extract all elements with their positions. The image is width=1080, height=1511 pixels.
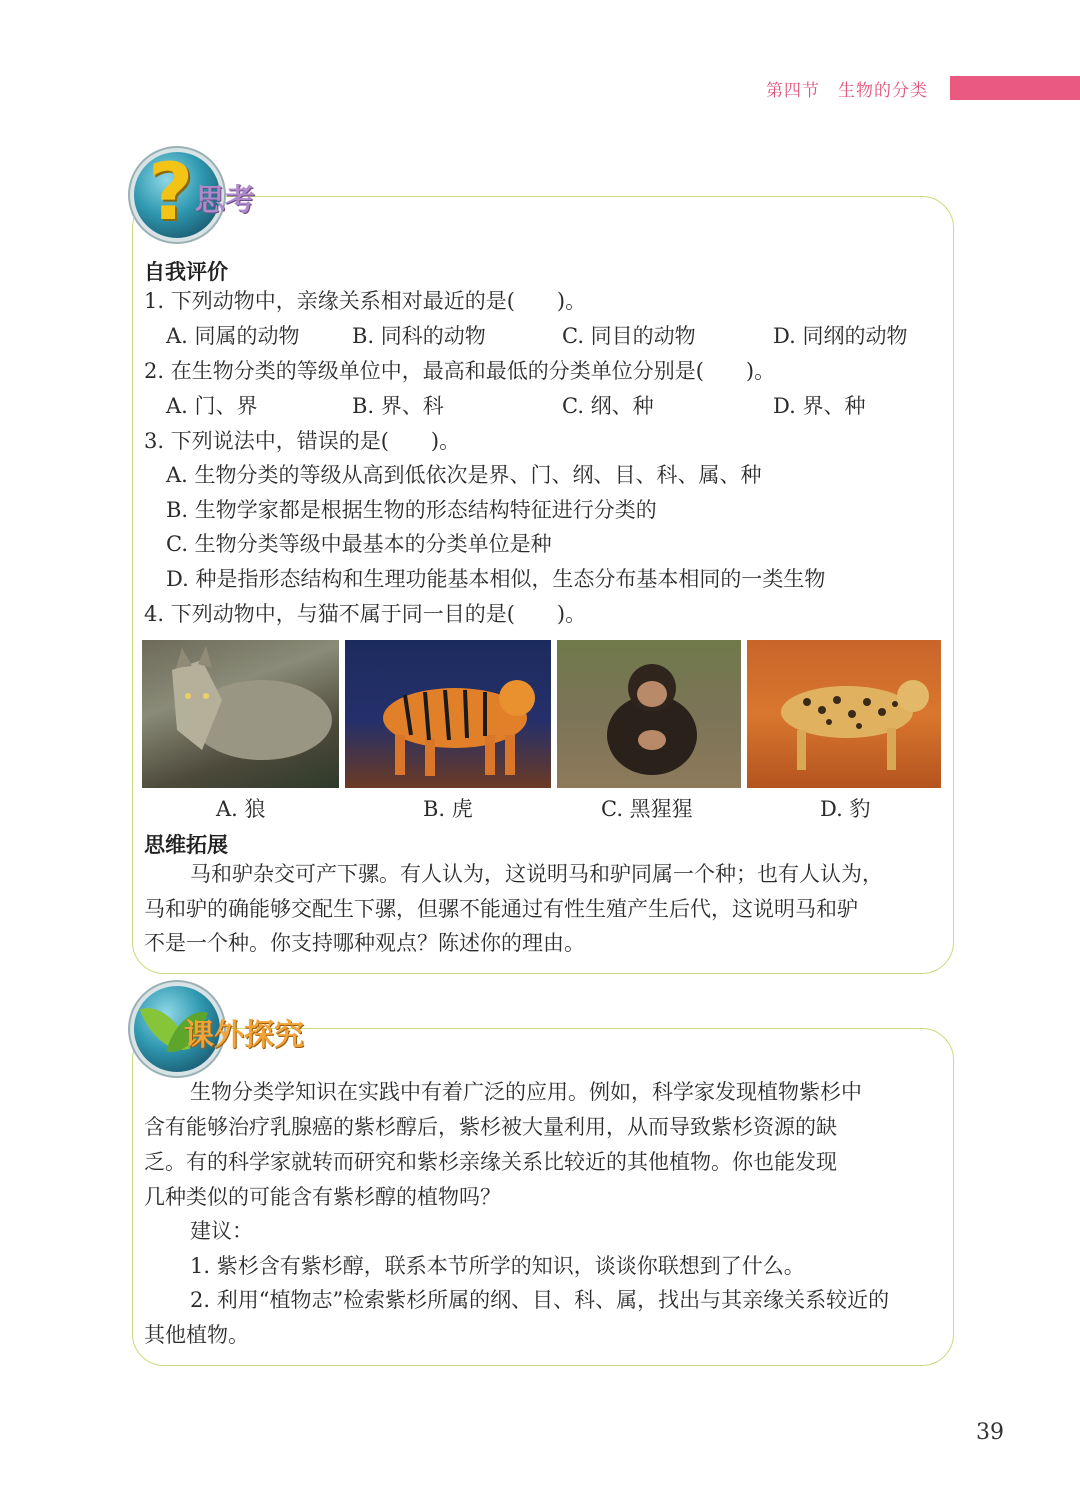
question-1: 1. 下列动物中，亲缘关系相对最近的是( )。: [144, 289, 587, 313]
caption-leopard: D. 豹: [820, 797, 871, 821]
q3-option-d: D. 种是指形态结构和生理功能基本相似，生态分布基本相同的一类生物: [166, 567, 826, 591]
caption-wolf: A. 狼: [216, 797, 266, 821]
extend-line-1: 马和驴杂交可产下骡。有人认为，这说明马和驴同属一个种；也有人认为，: [190, 862, 883, 886]
self-eval-heading: 自我评价: [144, 260, 228, 284]
q2-option-c: C. 纲、种: [562, 394, 654, 418]
think-title: 思考: [195, 183, 255, 218]
tiger-photo: [345, 640, 551, 788]
leopard-photo: [747, 640, 941, 788]
q1-option-a: A. 同属的动物: [166, 324, 300, 348]
explore-line-1: 生物分类学知识在实践中有着广泛的应用。例如，科学家发现植物紫杉中: [190, 1080, 862, 1104]
extend-line-3: 不是一个种。你支持哪种观点？陈述你的理由。: [144, 931, 585, 955]
explore-line-3: 乏。有的科学家就转而研究和紫杉亲缘关系比较近的其他植物。你也能发现: [144, 1150, 837, 1174]
q3-option-a: A. 生物分类的等级从高到低依次是界、门、纲、目、科、属、种: [166, 463, 762, 487]
q2-option-a: A. 门、界: [166, 394, 258, 418]
page-header: [760, 72, 1080, 102]
q3-option-b: B. 生物学家都是根据生物的形态结构特征进行分类的: [166, 498, 657, 522]
section-title: 生物的分类: [838, 81, 928, 101]
explore-line-4: 几种类似的可能含有紫杉醇的植物吗？: [144, 1185, 501, 1209]
q2-option-b: B. 界、科: [352, 394, 444, 418]
chimpanzee-photo: [557, 640, 741, 788]
suggest-label: 建议：: [190, 1219, 253, 1243]
explore-line-2: 含有能够治疗乳腺癌的紫杉醇后，紫杉被大量利用，从而导致紫杉资源的缺: [144, 1115, 837, 1139]
q3-option-c: C. 生物分类等级中最基本的分类单位是种: [166, 532, 552, 556]
question-mark-icon: ?: [134, 152, 220, 238]
header-accent-bar: [950, 76, 1080, 100]
question-2: 2. 在生物分类的等级单位中，最高和最低的分类单位分别是( )。: [144, 359, 776, 383]
section-number: 第四节: [766, 81, 820, 101]
caption-chimpanzee: C. 黑猩猩: [601, 797, 693, 821]
q1-option-d: D. 同纲的动物: [773, 324, 908, 348]
q1-option-c: C. 同目的动物: [562, 324, 696, 348]
wolf-photo: [142, 640, 339, 788]
extend-heading: 思维拓展: [144, 833, 228, 857]
q1-option-b: B. 同科的动物: [352, 324, 486, 348]
explore-title: 课外探究: [184, 1018, 304, 1053]
suggest-item-1: 1. 紫杉含有紫杉醇，联系本节所学的知识，谈谈你联想到了什么。: [190, 1254, 805, 1278]
suggest-item-2-cont: 其他植物。: [144, 1323, 249, 1347]
question-3: 3. 下列说法中，错误的是( )。: [144, 429, 461, 453]
q2-option-d: D. 界、种: [773, 394, 866, 418]
caption-tiger: B. 虎: [423, 797, 473, 821]
suggest-item-2: 2. 利用“植物志”检索紫杉所属的纲、目、科、属，找出与其亲缘关系较近的: [190, 1288, 890, 1312]
extend-line-2: 马和驴的确能够交配生下骡，但骡不能通过有性生殖产生后代，这说明马和驴: [144, 897, 858, 921]
page-number: 39: [976, 1420, 1004, 1445]
question-4: 4. 下列动物中，与猫不属于同一目的是( )。: [144, 602, 587, 626]
